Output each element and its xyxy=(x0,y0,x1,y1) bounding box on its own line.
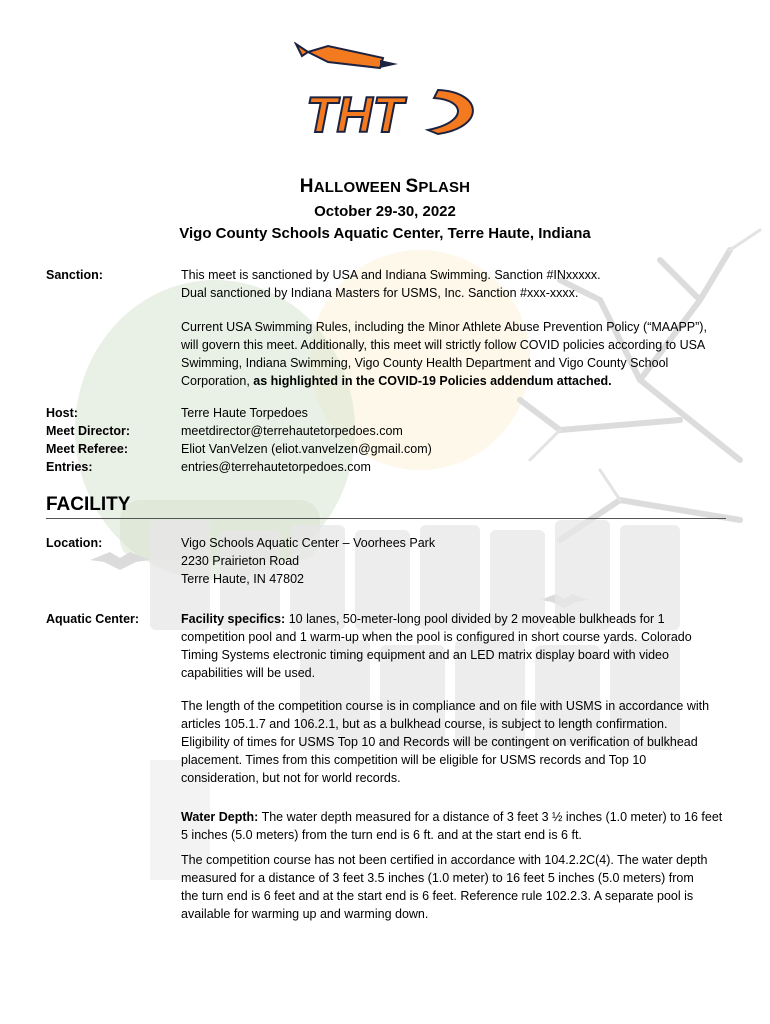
spec-line-2: competition pool and 1 warm-up when the pool is configured in short course yards. Colorado xyxy=(181,630,692,644)
length-line-5: consideration, but not for world records. xyxy=(181,771,401,785)
entries-label: Entries: xyxy=(46,460,93,474)
length-line-3: Eligibility of times for USMS Top 10 and Records will be contingent on verification of bulkhead xyxy=(181,735,698,749)
logo-text: THT xyxy=(306,87,404,143)
rules-line-2: will govern this meet. Additionally, this meet will strictly follow COVID policies according to USA xyxy=(181,338,706,352)
meet-venue: Vigo County Schools Aquatic Center, Terre Haute, Indiana xyxy=(179,225,591,242)
aquatic-center-label: Aquatic Center: xyxy=(46,612,140,626)
cert-line-4: available for warming up and warming down. xyxy=(181,907,429,921)
covid-policy-note: as highlighted in the COVID-19 Policies addendum attached. xyxy=(253,374,612,388)
meet-title: HALLOWEEN SPLASH xyxy=(299,176,471,197)
spec-line-3: Timing Systems electronic timing equipment and an LED matrix display board with video xyxy=(181,648,669,662)
facility-heading: FACILITY xyxy=(46,494,131,515)
cert-line-3: the turn end is 6 feet and at the start end is 6 feet. Reference rule 102.2.3. A separate pool is xyxy=(181,889,694,903)
cert-line-2: measured for a distance of 3 feet 3.5 inches (1.0 meter) to 16 feet 5 inches (5.0 meters) from xyxy=(181,871,694,885)
tht-logo xyxy=(288,42,488,144)
sanction-label: Sanction: xyxy=(46,268,103,282)
length-line-4: placement. Times from this competition will be eligible for USMS records and Top 10 xyxy=(181,753,647,767)
host-value: Terre Haute Torpedoes xyxy=(181,406,308,420)
length-line-2: articles 105.1.7 and 106.2.1, but as a bulkhead course, is subject to length confirmation. xyxy=(181,717,668,731)
rules-line-4: Corporation, as highlighted in the COVID-19 Policies addendum attached. xyxy=(181,374,612,388)
host-label: Host: xyxy=(46,406,78,420)
location-line-2: 2230 Prairieton Road xyxy=(181,554,300,568)
spec-line-1: Facility specifics: 10 lanes, 50-meter-long pool divided by 2 moveable bulkheads for 1 xyxy=(181,612,665,626)
water-depth-lead: Water Depth: xyxy=(181,810,259,824)
rules-line-1: Current USA Swimming Rules, including the Minor Athlete Abuse Prevention Policy (“MAAPP”), xyxy=(181,320,707,334)
location-label: Location: xyxy=(46,536,103,550)
cert-line-1: The competition course has not been certified in accordance with 104.2.2C(4). The water depth xyxy=(181,853,708,867)
location-line-3: Terre Haute, IN 47802 xyxy=(181,572,304,586)
meet-referee-value[interactable]: Eliot VanVelzen (eliot.vanvelzen@gmail.com) xyxy=(181,442,432,456)
rules-line-3: Swimming, Indiana Swimming, Vigo County Health Department and Vigo County School xyxy=(181,356,669,370)
spec-line-4: capabilities will be used. xyxy=(181,666,316,680)
sanction-line-1: This meet is sanctioned by USA and Indiana Swimming. Sanction #INxxxxx. xyxy=(181,268,601,282)
length-line-1: The length of the competition course is in compliance and on file with USMS in accordance with xyxy=(181,699,710,713)
meet-director-label: Meet Director: xyxy=(46,424,131,438)
facility-specifics-lead: Facility specifics: xyxy=(181,612,286,626)
section-divider xyxy=(46,518,726,519)
meet-director-email[interactable]: meetdirector@terrehautetorpedoes.com xyxy=(181,424,403,438)
depth-line-2: 5 inches (5.0 meters) from the turn end is 6 ft. and at the start end is 6 ft. xyxy=(181,828,582,842)
location-line-1: Vigo Schools Aquatic Center – Voorhees Park xyxy=(181,536,436,550)
meet-referee-label: Meet Referee: xyxy=(46,442,128,456)
sanction-line-2: Dual sanctioned by Indiana Masters for USMS, Inc. Sanction #xxx-xxxx. xyxy=(181,286,579,300)
entries-email[interactable]: entries@terrehautetorpedoes.com xyxy=(181,460,371,474)
meet-dates: October 29-30, 2022 xyxy=(314,203,456,220)
depth-line-1: Water Depth: The water depth measured for a distance of 3 feet 3 ½ inches (1.0 meter) to 16 feet xyxy=(181,810,723,824)
